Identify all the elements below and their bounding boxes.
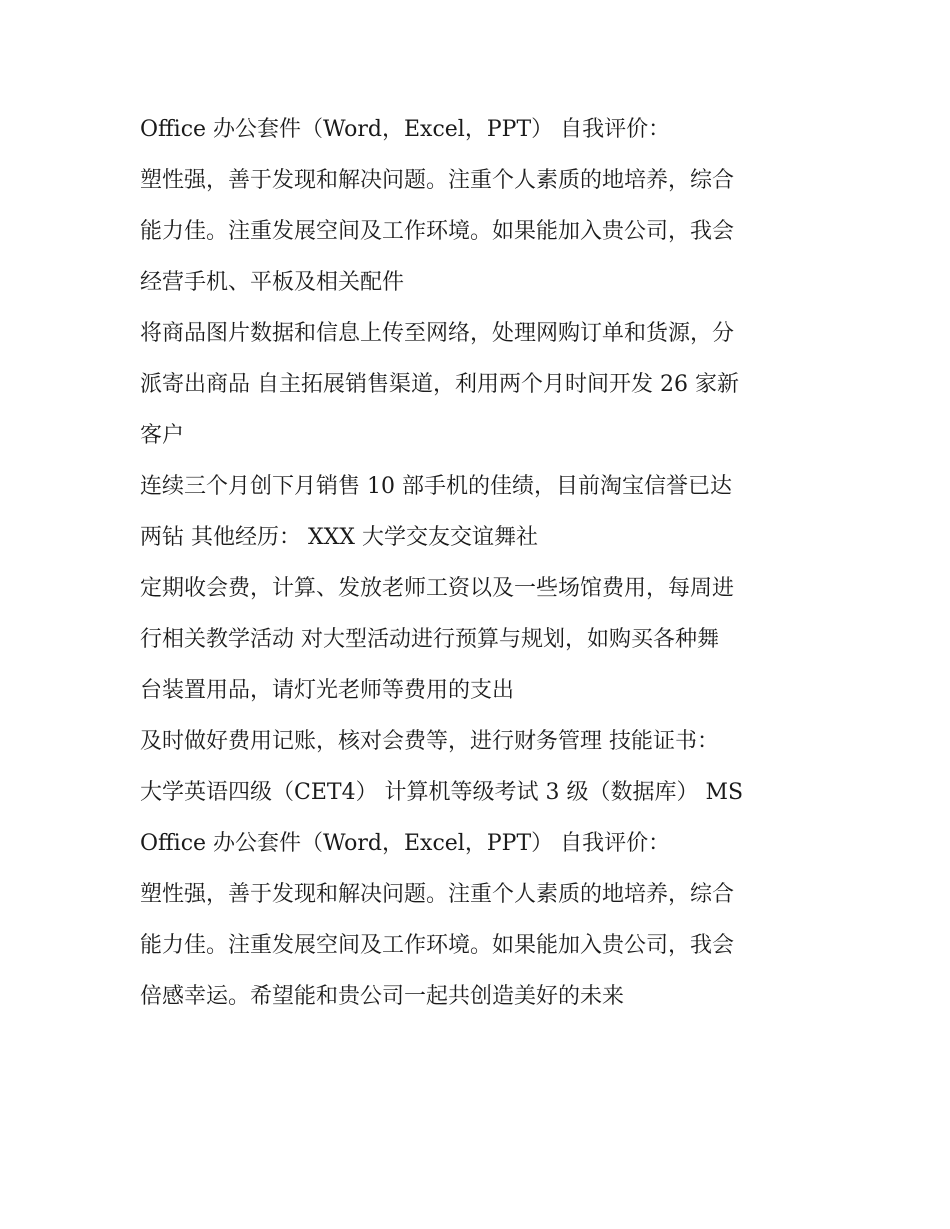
- text-line: 将商品图片数据和信息上传至网络，处理网购订单和货源，分: [140, 321, 735, 346]
- text-line: 及时做好费用记账，核对会费等，进行财务管理 技能证书：: [140, 729, 719, 754]
- text-line: Office 办公套件（Word，Excel，PPT） 自我评价：: [140, 117, 671, 142]
- text-line: 塑性强，善于发现和解决问题。注重个人素质的地培养，综合: [140, 168, 735, 193]
- text-line: 倍感幸运。希望能和贵公司一起共创造美好的未来: [140, 984, 625, 1009]
- text-line: Office 办公套件（Word，Excel，PPT） 自我评价：: [140, 831, 671, 856]
- text-line: 经营手机、平板及相关配件: [140, 270, 405, 295]
- text-line: 连续三个月创下月销售 10 部手机的佳绩，目前淘宝信誉已达: [140, 474, 732, 499]
- text-line: 定期收会费，计算、发放老师工资以及一些场馆费用，每周进: [140, 576, 735, 601]
- document-body: [140, 104, 830, 1022]
- text-line: 两钻 其他经历： XXX 大学交友交谊舞社: [140, 525, 538, 550]
- text-line: 大学英语四级（CET4） 计算机等级考试 3 级（数据库） MS: [140, 780, 744, 805]
- text-line: 客户: [140, 423, 185, 448]
- text-line: 塑性强，善于发现和解决问题。注重个人素质的地培养，综合: [140, 882, 735, 907]
- text-line: 能力佳。注重发展空间及工作环境。如果能加入贵公司，我会: [140, 933, 735, 958]
- text-line: 行相关教学活动 对大型活动进行预算与规划，如购买各种舞: [140, 627, 719, 652]
- text-line: 能力佳。注重发展空间及工作环境。如果能加入贵公司，我会: [140, 219, 735, 244]
- text-line: 派寄出商品 自主拓展销售渠道，利用两个月时间开发 26 家新: [140, 372, 739, 397]
- text-line: 台装置用品，请灯光老师等费用的支出: [140, 678, 515, 703]
